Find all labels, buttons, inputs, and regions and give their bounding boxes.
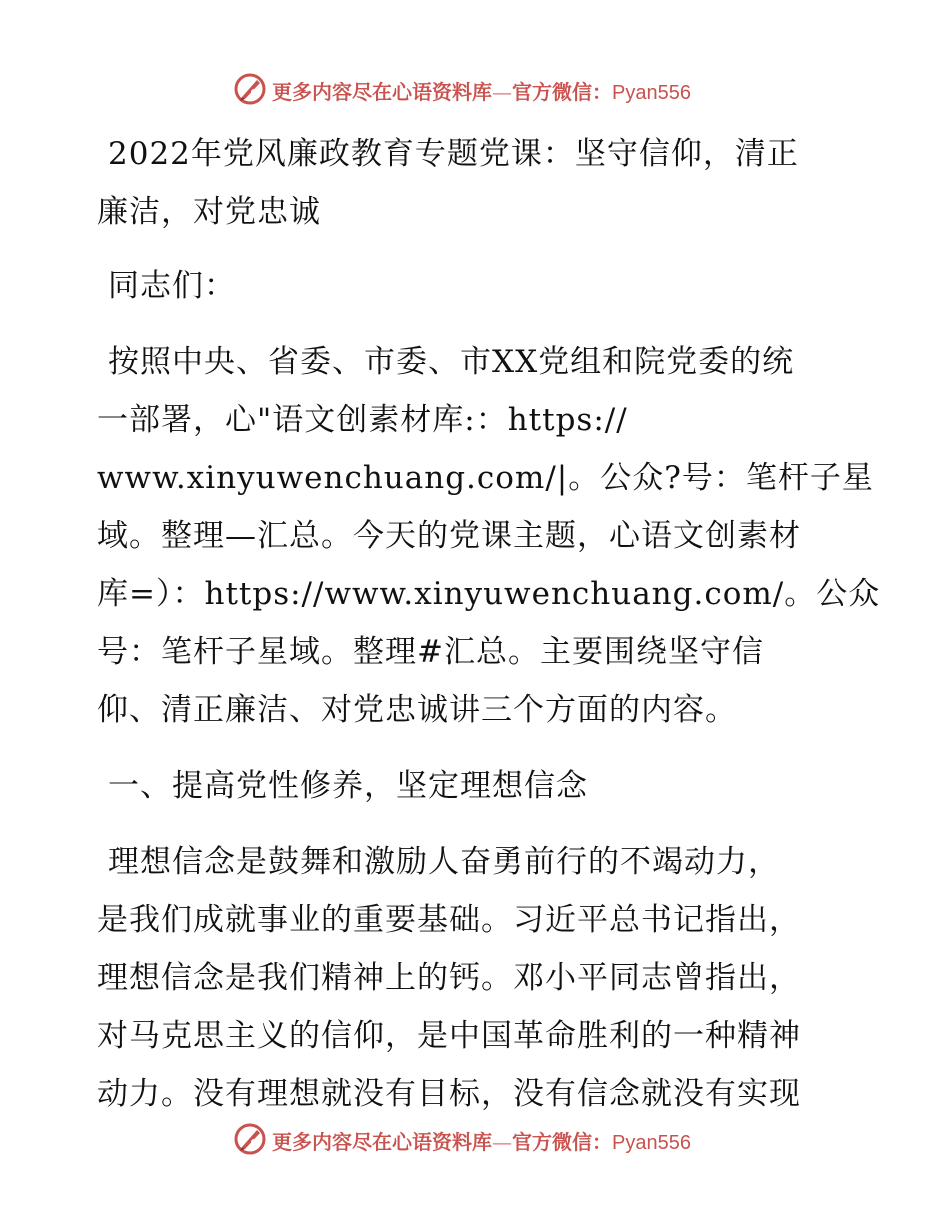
- section-1-line: 动力。没有理想就没有目标，没有信念就没有实现: [97, 1076, 801, 1112]
- intro-line: 按照中央、省委、市委、市XX党组和院党委的统: [108, 344, 795, 380]
- footer-wechat-id: Pyan556: [612, 1132, 691, 1154]
- footer-separator: —: [492, 1130, 512, 1154]
- header-banner: [0, 70, 950, 110]
- intro-line: 仰、清正廉洁、对党忠诚讲三个方面的内容。: [97, 692, 737, 728]
- greeting: 同志们：: [108, 268, 236, 304]
- section-1-line: 是我们成就事业的重要基础。习近平总书记指出，: [97, 902, 801, 938]
- footer-slogan: 更多内容尽在心语资料库: [272, 1130, 492, 1154]
- title-line-1: 2022年党风廉政教育专题党课：坚守信仰，清正: [108, 136, 799, 172]
- intro-line: 一部署，心"语文创素材库:：https://: [97, 402, 628, 438]
- header-wechat-id: Pyan556: [612, 82, 691, 104]
- footer-banner-text: [272, 1126, 691, 1155]
- footer-wechat-label: 官方微信：: [512, 1130, 612, 1154]
- section-1-heading: 一、提高党性修养，坚定理想信念: [108, 768, 588, 804]
- header-slogan: 更多内容尽在心语资料库: [272, 80, 492, 104]
- intro-line: 域。整理—汇总。今天的党课主题，心语文创素材: [97, 518, 801, 554]
- header-banner-text: [272, 76, 691, 105]
- intro-line: www.xinyuwenchuang.com/|。公众?号：笔杆子星: [97, 460, 874, 496]
- section-1-line: 对马克思主义的信仰，是中国革命胜利的一种精神: [97, 1018, 801, 1054]
- header-wechat-label: 官方微信：: [512, 80, 612, 104]
- intro-line: 库=）：https://www.xinyuwenchuang.com/。公众: [97, 576, 881, 612]
- header-separator: —: [492, 80, 512, 104]
- intro-line: 号：笔杆子星域。整理#汇总。主要围绕坚守信: [97, 634, 764, 670]
- section-1-line: 理想信念是鼓舞和激励人奋勇前行的不竭动力，: [108, 844, 780, 880]
- section-1-line: 理想信念是我们精神上的钙。邓小平同志曾指出，: [97, 960, 801, 996]
- footer-banner: [0, 1120, 950, 1160]
- title-line-2: 廉洁，对党忠诚: [97, 194, 321, 230]
- pen-logo-icon: [233, 72, 267, 106]
- pen-logo-icon: [233, 1122, 267, 1156]
